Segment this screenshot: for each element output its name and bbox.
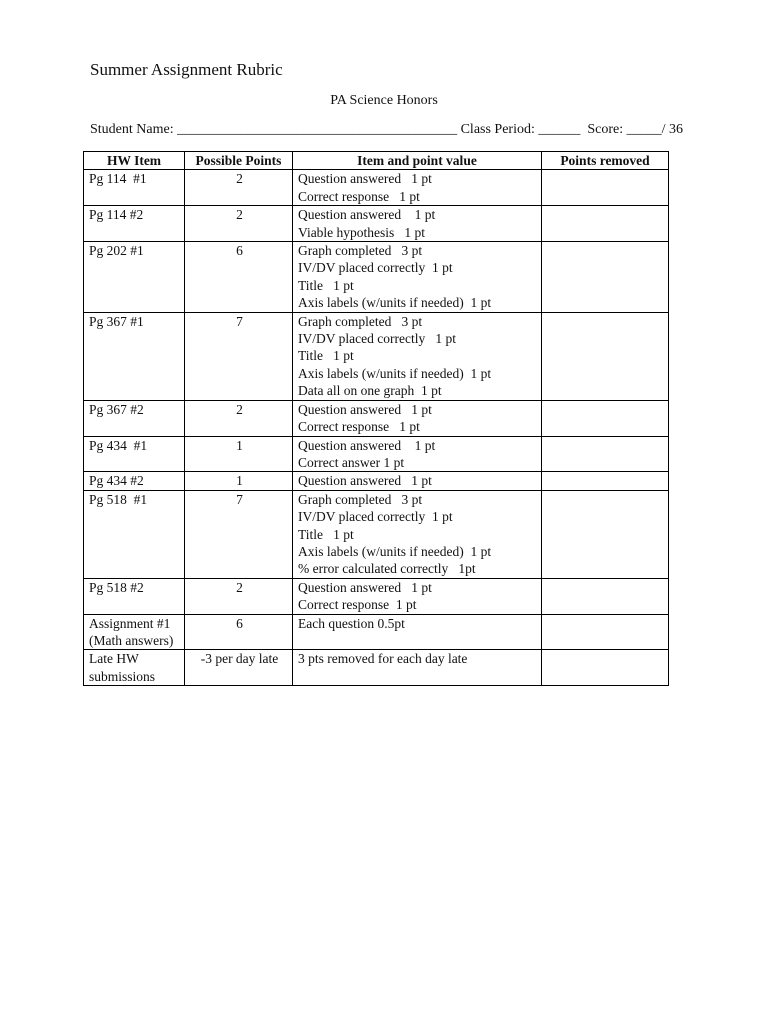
table-row <box>84 490 669 578</box>
points-removed-cell <box>542 436 669 472</box>
hw-item-label: Pg 367 #1 <box>89 313 144 329</box>
table-row <box>84 650 669 686</box>
criterion-line: Question answered 1 pt <box>298 473 432 489</box>
possible-points-cell <box>185 242 293 313</box>
criterion-line: Question answered 1 pt <box>298 207 436 223</box>
table-row <box>84 242 669 313</box>
criterion-line: Correct response 1 pt <box>298 419 420 435</box>
item-point-value-cell <box>293 578 542 614</box>
possible-points-cell <box>185 472 293 490</box>
item-point-value-cell <box>293 400 542 436</box>
item-point-value-cell <box>293 614 542 650</box>
table-row <box>84 578 669 614</box>
hw-item-label: Assignment #1 <box>89 615 171 631</box>
criterion-line: Correct response 1 pt <box>298 188 420 204</box>
criterion-line: Axis labels (w/units if needed) 1 pt <box>298 365 492 381</box>
hw-item-label: Pg 518 #2 <box>89 579 144 595</box>
table-row <box>84 312 669 400</box>
hw-item-cell <box>84 650 185 686</box>
possible-points-value: -3 per day late <box>200 651 279 667</box>
criterion-line: Question answered 1 pt <box>298 579 432 595</box>
points-removed-cell <box>542 312 669 400</box>
rubric-table-body <box>84 170 669 686</box>
hw-item-cell <box>84 170 185 206</box>
criterion-line: Correct answer 1 pt <box>298 454 405 470</box>
points-removed-cell <box>542 490 669 578</box>
item-point-value-cell <box>293 472 542 490</box>
table-row <box>84 436 669 472</box>
table-row <box>84 614 669 650</box>
possible-points-cell <box>185 170 293 206</box>
page-subtitle: PA Science Honors <box>330 93 438 108</box>
possible-points-value: 1 <box>236 437 243 453</box>
item-point-value-cell <box>293 650 542 686</box>
item-point-value-cell <box>293 490 542 578</box>
criterion-line: Question answered 1 pt <box>298 171 432 187</box>
item-point-value-cell <box>293 170 542 206</box>
criterion-line: % error calculated correctly 1pt <box>298 561 476 577</box>
hw-item-label: Pg 202 #1 <box>89 243 144 259</box>
student-info-line: Student Name: ________________________________________ Class Period: ______ Score: _____/ 36 <box>90 122 684 137</box>
rubric-table <box>83 151 669 686</box>
table-row <box>84 206 669 242</box>
hw-item-label: Pg 434 #1 <box>89 437 148 453</box>
header-item-and-point-value: Item and point value <box>293 152 542 170</box>
criterion-line: Question answered 1 pt <box>298 437 436 453</box>
hw-item-label: Late HW <box>89 651 139 667</box>
criterion-line: Correct response 1 pt <box>298 597 417 613</box>
points-removed-cell <box>542 650 669 686</box>
hw-item-label: Pg 434 #2 <box>89 473 144 489</box>
item-point-value-cell <box>293 206 542 242</box>
points-removed-cell <box>542 242 669 313</box>
hw-item-cell <box>84 242 185 313</box>
hw-item-cell <box>84 472 185 490</box>
table-row <box>84 170 669 206</box>
points-removed-cell <box>542 206 669 242</box>
possible-points-value: 6 <box>236 615 243 631</box>
possible-points-cell <box>185 400 293 436</box>
hw-item-cell <box>84 578 185 614</box>
criterion-line: IV/DV placed correctly 1 pt <box>298 509 453 525</box>
criterion-line: Axis labels (w/units if needed) 1 pt <box>298 295 492 311</box>
points-removed-cell <box>542 170 669 206</box>
possible-points-value: 6 <box>236 243 243 259</box>
criterion-line: Graph completed 3 pt <box>298 243 423 259</box>
hw-item-label: Pg 114 #2 <box>89 207 144 223</box>
hw-item-label: submissions <box>89 668 156 684</box>
criterion-line: IV/DV placed correctly 1 pt <box>298 260 453 276</box>
criterion-line: Graph completed 3 pt <box>298 313 423 329</box>
hw-item-cell <box>84 436 185 472</box>
points-removed-cell <box>542 400 669 436</box>
possible-points-cell <box>185 206 293 242</box>
criterion-line: 3 pts removed for each day late <box>298 651 468 667</box>
points-removed-cell <box>542 578 669 614</box>
possible-points-cell <box>185 312 293 400</box>
item-point-value-cell <box>293 242 542 313</box>
hw-item-label: (Math answers) <box>89 632 174 648</box>
item-point-value-cell <box>293 436 542 472</box>
criterion-line: Title 1 pt <box>298 277 354 293</box>
criterion-line: Title 1 pt <box>298 526 354 542</box>
header-hw-item: HW Item <box>84 152 185 170</box>
hw-item-label: Pg 518 #1 <box>89 491 148 507</box>
possible-points-cell <box>185 578 293 614</box>
criterion-line: Title 1 pt <box>298 348 354 364</box>
header-possible-points: Possible Points <box>185 152 293 170</box>
criterion-line: Each question 0.5pt <box>298 615 405 631</box>
possible-points-cell <box>185 436 293 472</box>
possible-points-cell <box>185 490 293 578</box>
possible-points-value: 2 <box>236 579 243 595</box>
hw-item-label: Pg 114 #1 <box>89 171 147 187</box>
possible-points-value: 7 <box>236 491 243 507</box>
hw-item-cell <box>84 490 185 578</box>
possible-points-value: 2 <box>236 401 243 417</box>
hw-item-cell <box>84 206 185 242</box>
table-row <box>84 400 669 436</box>
possible-points-cell <box>185 614 293 650</box>
possible-points-value: 7 <box>236 313 243 329</box>
possible-points-cell <box>185 650 293 686</box>
hw-item-cell <box>84 312 185 400</box>
hw-item-cell <box>84 400 185 436</box>
criterion-line: Question answered 1 pt <box>298 401 432 417</box>
points-removed-cell <box>542 614 669 650</box>
possible-points-value: 2 <box>236 207 243 223</box>
points-removed-cell <box>542 472 669 490</box>
criterion-line: Viable hypothesis 1 pt <box>298 224 426 240</box>
possible-points-value: 2 <box>236 171 243 187</box>
hw-item-cell <box>84 614 185 650</box>
header-points-removed: Points removed <box>542 152 669 170</box>
table-row <box>84 472 669 490</box>
hw-item-label: Pg 367 #2 <box>89 401 144 417</box>
criterion-line: Axis labels (w/units if needed) 1 pt <box>298 543 492 559</box>
possible-points-value: 1 <box>236 473 243 489</box>
item-point-value-cell <box>293 312 542 400</box>
criterion-line: Graph completed 3 pt <box>298 491 423 507</box>
table-header-row <box>84 152 669 170</box>
criterion-line: IV/DV placed correctly 1 pt <box>298 331 456 347</box>
criterion-line: Data all on one graph 1 pt <box>298 383 442 399</box>
page-title: Summer Assignment Rubric <box>90 60 283 79</box>
